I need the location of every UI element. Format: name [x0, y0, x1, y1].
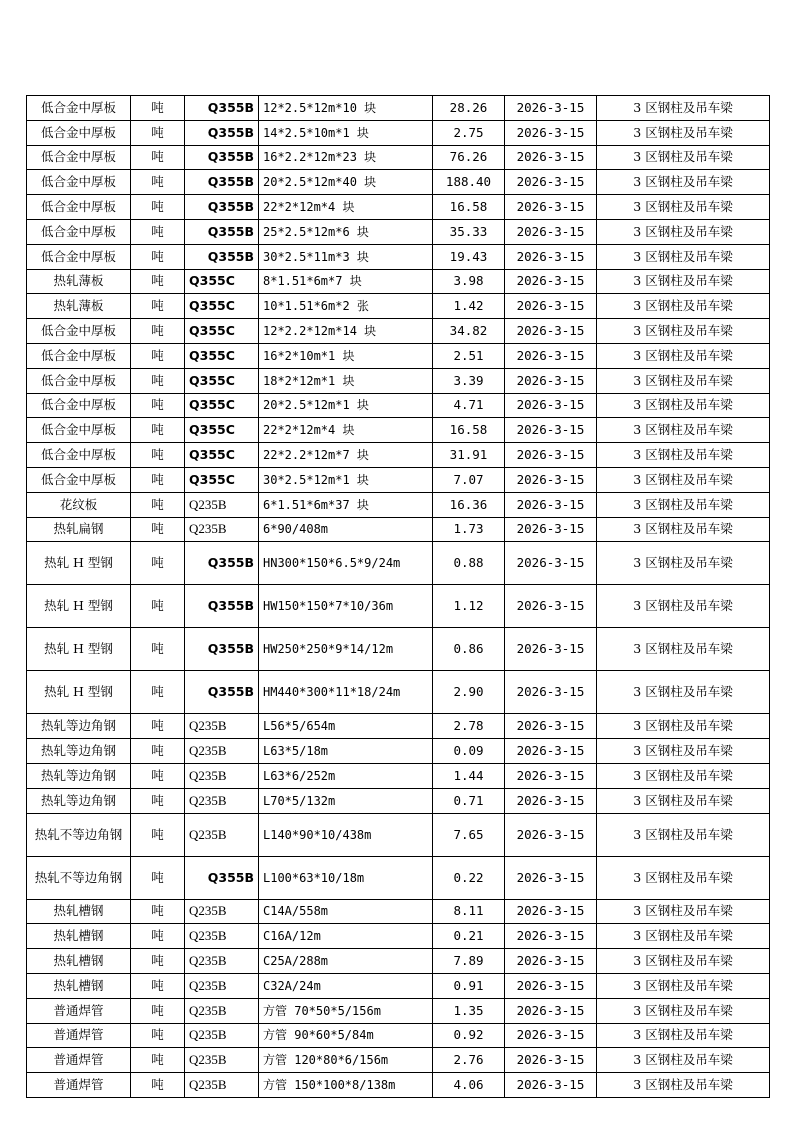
specification-cell: 14*2.5*10m*1 块 — [259, 120, 433, 145]
unit-cell: 吨 — [131, 763, 185, 788]
remark-cell: 3 区钢柱及吊车梁 — [597, 343, 770, 368]
remark-cell: 3 区钢柱及吊车梁 — [597, 418, 770, 443]
table-row — [27, 145, 770, 170]
quantity-cell: 1.42 — [433, 294, 505, 319]
specification-cell: C14A/558m — [259, 899, 433, 924]
table-row — [27, 343, 770, 368]
quantity-cell: 0.92 — [433, 1023, 505, 1048]
date-cell: 2026-3-15 — [505, 1023, 597, 1048]
material-name-cell: 热轧薄板 — [27, 269, 131, 294]
materials-table — [26, 95, 770, 1098]
table-row — [27, 949, 770, 974]
unit-cell: 吨 — [131, 949, 185, 974]
quantity-cell: 1.35 — [433, 998, 505, 1023]
unit-cell: 吨 — [131, 294, 185, 319]
table-row — [27, 1048, 770, 1073]
quantity-cell: 1.73 — [433, 517, 505, 542]
quantity-cell: 4.06 — [433, 1073, 505, 1098]
material-grade-cell: Q235B — [185, 714, 259, 739]
remark-cell: 3 区钢柱及吊车梁 — [597, 170, 770, 195]
date-cell: 2026-3-15 — [505, 714, 597, 739]
date-cell: 2026-3-15 — [505, 319, 597, 344]
material-grade-cell: Q235B — [185, 492, 259, 517]
unit-cell: 吨 — [131, 714, 185, 739]
material-name-cell: 低合金中厚板 — [27, 145, 131, 170]
remark-cell: 3 区钢柱及吊车梁 — [597, 628, 770, 671]
quantity-cell: 3.39 — [433, 368, 505, 393]
date-cell: 2026-3-15 — [505, 856, 597, 899]
date-cell: 2026-3-15 — [505, 120, 597, 145]
specification-cell: HN300*150*6.5*9/24m — [259, 542, 433, 585]
table-row — [27, 788, 770, 813]
material-grade-cell: Q355B — [185, 671, 259, 714]
table-row — [27, 195, 770, 220]
date-cell: 2026-3-15 — [505, 244, 597, 269]
quantity-cell: 0.22 — [433, 856, 505, 899]
remark-cell: 3 区钢柱及吊车梁 — [597, 949, 770, 974]
unit-cell: 吨 — [131, 443, 185, 468]
material-name-cell: 普通焊管 — [27, 1048, 131, 1073]
material-name-cell: 热轧 H 型钢 — [27, 628, 131, 671]
material-name-cell: 热轧 H 型钢 — [27, 585, 131, 628]
specification-cell: L56*5/654m — [259, 714, 433, 739]
unit-cell: 吨 — [131, 467, 185, 492]
remark-cell: 3 区钢柱及吊车梁 — [597, 517, 770, 542]
specification-cell: 6*90/408m — [259, 517, 433, 542]
unit-cell: 吨 — [131, 899, 185, 924]
quantity-cell: 2.75 — [433, 120, 505, 145]
unit-cell: 吨 — [131, 924, 185, 949]
unit-cell: 吨 — [131, 998, 185, 1023]
date-cell: 2026-3-15 — [505, 924, 597, 949]
specification-cell: 20*2.5*12m*40 块 — [259, 170, 433, 195]
unit-cell: 吨 — [131, 628, 185, 671]
material-name-cell: 热轧等边角钢 — [27, 714, 131, 739]
quantity-cell: 2.90 — [433, 671, 505, 714]
material-name-cell: 热轧等边角钢 — [27, 739, 131, 764]
date-cell: 2026-3-15 — [505, 145, 597, 170]
remark-cell: 3 区钢柱及吊车梁 — [597, 393, 770, 418]
unit-cell: 吨 — [131, 739, 185, 764]
specification-cell: 方管 70*50*5/156m — [259, 998, 433, 1023]
material-grade-cell: Q235B — [185, 924, 259, 949]
specification-cell: 16*2.2*12m*23 块 — [259, 145, 433, 170]
specification-cell: L63*5/18m — [259, 739, 433, 764]
date-cell: 2026-3-15 — [505, 788, 597, 813]
specification-cell: 30*2.5*11m*3 块 — [259, 244, 433, 269]
date-cell: 2026-3-15 — [505, 949, 597, 974]
date-cell: 2026-3-15 — [505, 368, 597, 393]
quantity-cell: 3.98 — [433, 269, 505, 294]
material-grade-cell: Q355B — [185, 96, 259, 121]
quantity-cell: 0.09 — [433, 739, 505, 764]
remark-cell: 3 区钢柱及吊车梁 — [597, 998, 770, 1023]
material-name-cell: 热轧槽钢 — [27, 973, 131, 998]
remark-cell: 3 区钢柱及吊车梁 — [597, 788, 770, 813]
quantity-cell: 0.91 — [433, 973, 505, 998]
material-name-cell: 热轧 H 型钢 — [27, 542, 131, 585]
quantity-cell: 7.89 — [433, 949, 505, 974]
date-cell: 2026-3-15 — [505, 973, 597, 998]
unit-cell: 吨 — [131, 585, 185, 628]
table-row — [27, 899, 770, 924]
material-grade-cell: Q235B — [185, 1048, 259, 1073]
material-grade-cell: Q235B — [185, 973, 259, 998]
material-name-cell: 热轧槽钢 — [27, 949, 131, 974]
material-name-cell: 低合金中厚板 — [27, 244, 131, 269]
table-row — [27, 1023, 770, 1048]
table-row — [27, 763, 770, 788]
specification-cell: L100*63*10/18m — [259, 856, 433, 899]
table-row — [27, 1073, 770, 1098]
remark-cell: 3 区钢柱及吊车梁 — [597, 269, 770, 294]
material-grade-cell: Q355C — [185, 269, 259, 294]
material-name-cell: 热轧不等边角钢 — [27, 856, 131, 899]
date-cell: 2026-3-15 — [505, 542, 597, 585]
unit-cell: 吨 — [131, 120, 185, 145]
material-grade-cell: Q355C — [185, 418, 259, 443]
unit-cell: 吨 — [131, 1073, 185, 1098]
remark-cell: 3 区钢柱及吊车梁 — [597, 973, 770, 998]
quantity-cell: 34.82 — [433, 319, 505, 344]
material-name-cell: 热轧扁钢 — [27, 517, 131, 542]
specification-cell: HM440*300*11*18/24m — [259, 671, 433, 714]
remark-cell: 3 区钢柱及吊车梁 — [597, 120, 770, 145]
material-name-cell: 低合金中厚板 — [27, 393, 131, 418]
unit-cell: 吨 — [131, 170, 185, 195]
date-cell: 2026-3-15 — [505, 418, 597, 443]
specification-cell: HW250*250*9*14/12m — [259, 628, 433, 671]
remark-cell: 3 区钢柱及吊车梁 — [597, 924, 770, 949]
table-row — [27, 269, 770, 294]
material-name-cell: 低合金中厚板 — [27, 467, 131, 492]
material-name-cell: 普通焊管 — [27, 1023, 131, 1048]
material-name-cell: 花纹板 — [27, 492, 131, 517]
date-cell: 2026-3-15 — [505, 219, 597, 244]
material-grade-cell: Q235B — [185, 739, 259, 764]
specification-cell: 方管 90*60*5/84m — [259, 1023, 433, 1048]
material-name-cell: 低合金中厚板 — [27, 368, 131, 393]
date-cell: 2026-3-15 — [505, 443, 597, 468]
table-row — [27, 244, 770, 269]
unit-cell: 吨 — [131, 492, 185, 517]
date-cell: 2026-3-15 — [505, 998, 597, 1023]
quantity-cell: 188.40 — [433, 170, 505, 195]
material-grade-cell: Q235B — [185, 1023, 259, 1048]
specification-cell: 8*1.51*6m*7 块 — [259, 269, 433, 294]
table-row — [27, 120, 770, 145]
table-row — [27, 492, 770, 517]
quantity-cell: 0.88 — [433, 542, 505, 585]
remark-cell: 3 区钢柱及吊车梁 — [597, 244, 770, 269]
quantity-cell: 2.78 — [433, 714, 505, 739]
table-row — [27, 671, 770, 714]
table-row — [27, 542, 770, 585]
table-row — [27, 924, 770, 949]
unit-cell: 吨 — [131, 319, 185, 344]
remark-cell: 3 区钢柱及吊车梁 — [597, 1073, 770, 1098]
unit-cell: 吨 — [131, 219, 185, 244]
date-cell: 2026-3-15 — [505, 1073, 597, 1098]
specification-cell: 22*2.2*12m*7 块 — [259, 443, 433, 468]
remark-cell: 3 区钢柱及吊车梁 — [597, 294, 770, 319]
material-grade-cell: Q355B — [185, 856, 259, 899]
material-name-cell: 热轧薄板 — [27, 294, 131, 319]
material-name-cell: 低合金中厚板 — [27, 170, 131, 195]
quantity-cell: 8.11 — [433, 899, 505, 924]
specification-cell: 方管 150*100*8/138m — [259, 1073, 433, 1098]
quantity-cell: 28.26 — [433, 96, 505, 121]
material-name-cell: 热轧 H 型钢 — [27, 671, 131, 714]
unit-cell: 吨 — [131, 517, 185, 542]
material-name-cell: 低合金中厚板 — [27, 96, 131, 121]
material-grade-cell: Q235B — [185, 998, 259, 1023]
unit-cell: 吨 — [131, 145, 185, 170]
remark-cell: 3 区钢柱及吊车梁 — [597, 219, 770, 244]
material-name-cell: 热轧等边角钢 — [27, 788, 131, 813]
table-row — [27, 418, 770, 443]
material-name-cell: 普通焊管 — [27, 1073, 131, 1098]
material-grade-cell: Q355B — [185, 145, 259, 170]
table-row — [27, 96, 770, 121]
quantity-cell: 0.21 — [433, 924, 505, 949]
specification-cell: 6*1.51*6m*37 块 — [259, 492, 433, 517]
quantity-cell: 1.44 — [433, 763, 505, 788]
unit-cell: 吨 — [131, 788, 185, 813]
material-grade-cell: Q355B — [185, 195, 259, 220]
table-row — [27, 170, 770, 195]
material-grade-cell: Q355C — [185, 343, 259, 368]
remark-cell: 3 区钢柱及吊车梁 — [597, 319, 770, 344]
quantity-cell: 19.43 — [433, 244, 505, 269]
quantity-cell: 7.07 — [433, 467, 505, 492]
table-row — [27, 714, 770, 739]
specification-cell: C25A/288m — [259, 949, 433, 974]
unit-cell: 吨 — [131, 368, 185, 393]
date-cell: 2026-3-15 — [505, 739, 597, 764]
quantity-cell: 2.51 — [433, 343, 505, 368]
material-grade-cell: Q235B — [185, 1073, 259, 1098]
specification-cell: 12*2.5*12m*10 块 — [259, 96, 433, 121]
material-name-cell: 低合金中厚板 — [27, 443, 131, 468]
unit-cell: 吨 — [131, 96, 185, 121]
specification-cell: 10*1.51*6m*2 张 — [259, 294, 433, 319]
remark-cell: 3 区钢柱及吊车梁 — [597, 443, 770, 468]
material-grade-cell: Q355C — [185, 467, 259, 492]
material-grade-cell: Q355C — [185, 368, 259, 393]
remark-cell: 3 区钢柱及吊车梁 — [597, 763, 770, 788]
specification-cell: C32A/24m — [259, 973, 433, 998]
table-row — [27, 319, 770, 344]
quantity-cell: 35.33 — [433, 219, 505, 244]
date-cell: 2026-3-15 — [505, 294, 597, 319]
table-row — [27, 517, 770, 542]
material-grade-cell: Q355C — [185, 443, 259, 468]
quantity-cell: 7.65 — [433, 813, 505, 856]
quantity-cell: 0.71 — [433, 788, 505, 813]
quantity-cell: 76.26 — [433, 145, 505, 170]
date-cell: 2026-3-15 — [505, 1048, 597, 1073]
material-grade-cell: Q355C — [185, 393, 259, 418]
quantity-cell: 1.12 — [433, 585, 505, 628]
material-grade-cell: Q355B — [185, 170, 259, 195]
table-row — [27, 856, 770, 899]
remark-cell: 3 区钢柱及吊车梁 — [597, 467, 770, 492]
material-name-cell: 低合金中厚板 — [27, 195, 131, 220]
unit-cell: 吨 — [131, 856, 185, 899]
material-grade-cell: Q355C — [185, 294, 259, 319]
unit-cell: 吨 — [131, 269, 185, 294]
date-cell: 2026-3-15 — [505, 813, 597, 856]
remark-cell: 3 区钢柱及吊车梁 — [597, 739, 770, 764]
unit-cell: 吨 — [131, 813, 185, 856]
date-cell: 2026-3-15 — [505, 628, 597, 671]
specification-cell: 16*2*10m*1 块 — [259, 343, 433, 368]
unit-cell: 吨 — [131, 393, 185, 418]
material-grade-cell: Q235B — [185, 949, 259, 974]
material-grade-cell: Q235B — [185, 899, 259, 924]
date-cell: 2026-3-15 — [505, 763, 597, 788]
date-cell: 2026-3-15 — [505, 393, 597, 418]
unit-cell: 吨 — [131, 195, 185, 220]
date-cell: 2026-3-15 — [505, 492, 597, 517]
material-name-cell: 热轧槽钢 — [27, 924, 131, 949]
date-cell: 2026-3-15 — [505, 343, 597, 368]
unit-cell: 吨 — [131, 973, 185, 998]
remark-cell: 3 区钢柱及吊车梁 — [597, 145, 770, 170]
date-cell: 2026-3-15 — [505, 170, 597, 195]
specification-cell: 方管 120*80*6/156m — [259, 1048, 433, 1073]
unit-cell: 吨 — [131, 542, 185, 585]
material-grade-cell: Q235B — [185, 788, 259, 813]
remark-cell: 3 区钢柱及吊车梁 — [597, 899, 770, 924]
table-row — [27, 443, 770, 468]
material-name-cell: 热轧槽钢 — [27, 899, 131, 924]
remark-cell: 3 区钢柱及吊车梁 — [597, 368, 770, 393]
specification-cell: 25*2.5*12m*6 块 — [259, 219, 433, 244]
material-grade-cell: Q355B — [185, 244, 259, 269]
remark-cell: 3 区钢柱及吊车梁 — [597, 585, 770, 628]
table-row — [27, 973, 770, 998]
material-grade-cell: Q235B — [185, 763, 259, 788]
material-grade-cell: Q355B — [185, 585, 259, 628]
unit-cell: 吨 — [131, 418, 185, 443]
date-cell: 2026-3-15 — [505, 671, 597, 714]
table-row — [27, 368, 770, 393]
material-name-cell: 低合金中厚板 — [27, 319, 131, 344]
quantity-cell: 16.36 — [433, 492, 505, 517]
quantity-cell: 16.58 — [433, 418, 505, 443]
material-grade-cell: Q355B — [185, 120, 259, 145]
date-cell: 2026-3-15 — [505, 195, 597, 220]
material-grade-cell: Q355B — [185, 542, 259, 585]
material-grade-cell: Q355B — [185, 219, 259, 244]
material-name-cell: 低合金中厚板 — [27, 219, 131, 244]
material-grade-cell: Q355C — [185, 319, 259, 344]
date-cell: 2026-3-15 — [505, 96, 597, 121]
table-row — [27, 393, 770, 418]
quantity-cell: 2.76 — [433, 1048, 505, 1073]
specification-cell: 30*2.5*12m*1 块 — [259, 467, 433, 492]
specification-cell: 22*2*12m*4 块 — [259, 418, 433, 443]
specification-cell: L140*90*10/438m — [259, 813, 433, 856]
table-row — [27, 585, 770, 628]
quantity-cell: 31.91 — [433, 443, 505, 468]
table-row — [27, 294, 770, 319]
remark-cell: 3 区钢柱及吊车梁 — [597, 542, 770, 585]
quantity-cell: 0.86 — [433, 628, 505, 671]
date-cell: 2026-3-15 — [505, 269, 597, 294]
material-grade-cell: Q235B — [185, 517, 259, 542]
material-name-cell: 低合金中厚板 — [27, 120, 131, 145]
date-cell: 2026-3-15 — [505, 467, 597, 492]
remark-cell: 3 区钢柱及吊车梁 — [597, 1048, 770, 1073]
quantity-cell: 16.58 — [433, 195, 505, 220]
specification-cell: L70*5/132m — [259, 788, 433, 813]
unit-cell: 吨 — [131, 244, 185, 269]
remark-cell: 3 区钢柱及吊车梁 — [597, 671, 770, 714]
unit-cell: 吨 — [131, 1023, 185, 1048]
material-name-cell: 普通焊管 — [27, 998, 131, 1023]
material-name-cell: 热轧不等边角钢 — [27, 813, 131, 856]
remark-cell: 3 区钢柱及吊车梁 — [597, 714, 770, 739]
specification-cell: C16A/12m — [259, 924, 433, 949]
remark-cell: 3 区钢柱及吊车梁 — [597, 856, 770, 899]
material-name-cell: 热轧等边角钢 — [27, 763, 131, 788]
remark-cell: 3 区钢柱及吊车梁 — [597, 813, 770, 856]
table-row — [27, 467, 770, 492]
specification-cell: L63*6/252m — [259, 763, 433, 788]
unit-cell: 吨 — [131, 671, 185, 714]
table-row — [27, 219, 770, 244]
specification-cell: 20*2.5*12m*1 块 — [259, 393, 433, 418]
table-row — [27, 739, 770, 764]
remark-cell: 3 区钢柱及吊车梁 — [597, 492, 770, 517]
quantity-cell: 4.71 — [433, 393, 505, 418]
material-grade-cell: Q235B — [185, 813, 259, 856]
remark-cell: 3 区钢柱及吊车梁 — [597, 1023, 770, 1048]
unit-cell: 吨 — [131, 1048, 185, 1073]
specification-cell: 12*2.2*12m*14 块 — [259, 319, 433, 344]
material-grade-cell: Q355B — [185, 628, 259, 671]
remark-cell: 3 区钢柱及吊车梁 — [597, 96, 770, 121]
material-name-cell: 低合金中厚板 — [27, 343, 131, 368]
table-row — [27, 998, 770, 1023]
date-cell: 2026-3-15 — [505, 899, 597, 924]
specification-cell: HW150*150*7*10/36m — [259, 585, 433, 628]
specification-cell: 18*2*12m*1 块 — [259, 368, 433, 393]
unit-cell: 吨 — [131, 343, 185, 368]
remark-cell: 3 区钢柱及吊车梁 — [597, 195, 770, 220]
table-row — [27, 628, 770, 671]
material-name-cell: 低合金中厚板 — [27, 418, 131, 443]
specification-cell: 22*2*12m*4 块 — [259, 195, 433, 220]
date-cell: 2026-3-15 — [505, 585, 597, 628]
date-cell: 2026-3-15 — [505, 517, 597, 542]
table-row — [27, 813, 770, 856]
